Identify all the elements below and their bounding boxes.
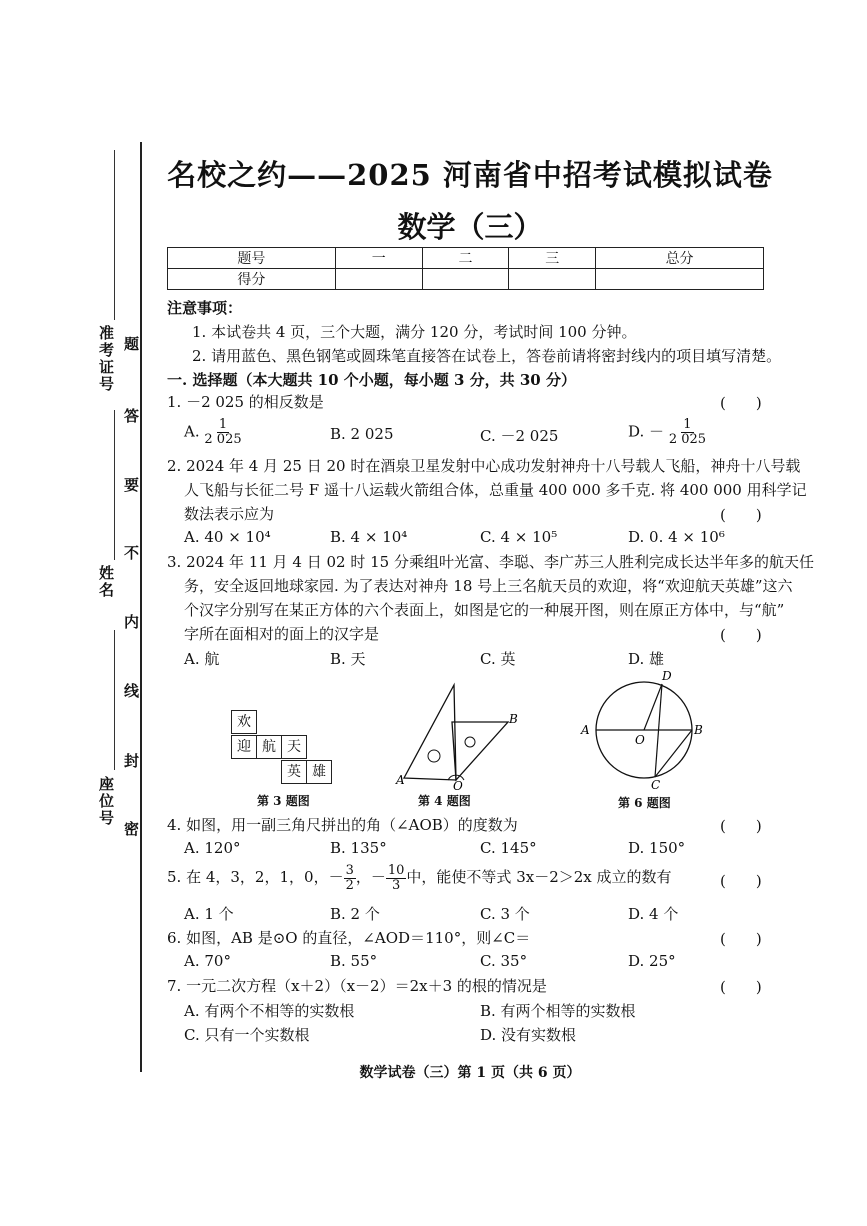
net-cell: 雄: [306, 760, 332, 784]
answer-paren[interactable]: ( ): [720, 872, 762, 890]
option-b[interactable]: B. 有两个相等的实数根: [480, 1002, 636, 1020]
option-d[interactable]: D. 0. 4 × 10⁶: [628, 528, 725, 546]
fraction-denominator: 2 025: [204, 432, 242, 447]
option-d[interactable]: D. 雄: [628, 650, 665, 668]
option-b[interactable]: B. 天: [330, 650, 366, 668]
option-a[interactable]: A. 1 个: [184, 905, 234, 923]
fraction-numerator: 1: [218, 417, 228, 432]
option-a[interactable]: A. 有两个不相等的实数根: [184, 1002, 355, 1020]
exam-number-label: 准考证号: [97, 325, 115, 393]
question-line: 人飞船与长征二号 F 遥十八运载火箭组合体，总重量 400 000 多千克. 将 400 000 用科学记: [184, 481, 807, 499]
name-rule: [114, 410, 115, 560]
option-a[interactable]: A. 航: [184, 650, 220, 668]
seal-char: 不: [124, 544, 140, 562]
option-c[interactable]: C. 英: [480, 650, 516, 668]
question-line: 务，安全返回地球家园. 为了表达对神舟 18 号上三名航天员的欢迎，将“欢迎航天英雄”这六: [184, 577, 793, 595]
score-table-score-row: [168, 269, 764, 290]
score-cell: 三: [509, 248, 596, 269]
net-cell: 航: [256, 735, 282, 759]
option-a[interactable]: [184, 418, 242, 447]
figure-4-triangles: [390, 680, 520, 790]
question-stem: [167, 862, 672, 893]
answer-paren[interactable]: ( ): [720, 394, 762, 412]
exam-number-rule: [114, 150, 115, 320]
page-footer: 数学试卷（三）第 1 页（共 6 页）: [359, 1065, 581, 1081]
option-c[interactable]: C. －2 025: [480, 427, 559, 445]
fraction: [669, 418, 706, 447]
option-prefix: D. －: [628, 422, 665, 441]
seal-char: 密: [124, 820, 140, 838]
question-line: 个汉字分别写在某正方体的六个表面上，如图是它的一种展开图，则在原正方体中，与“航”: [184, 601, 785, 619]
name-label: 姓名: [97, 565, 115, 599]
question-stem: 6. 如图，AB 是⊙O 的直径，∠AOD＝110°，则∠C＝: [167, 929, 531, 947]
answer-paren[interactable]: ( ): [720, 506, 762, 524]
fraction-numerator: 1: [683, 417, 692, 432]
figure-caption: 第 4 题图: [418, 794, 471, 808]
option-d[interactable]: [628, 418, 706, 447]
net-cell: 英: [281, 760, 307, 784]
triangle-ruler-30-60: [404, 685, 456, 780]
option-b[interactable]: B. 2 个: [330, 905, 380, 923]
option-d[interactable]: D. 4 个: [628, 905, 679, 923]
answer-paren[interactable]: ( ): [720, 626, 762, 644]
fraction-denominator: 3: [392, 877, 401, 893]
score-cell: 二: [422, 248, 509, 269]
section-heading: 一. 选择题（本大题共 10 个小题，每小题 3 分，共 30 分）: [167, 371, 576, 389]
seal-char: 要: [124, 476, 140, 494]
option-c[interactable]: C. 35°: [480, 952, 528, 970]
score-cell: 得分: [168, 269, 336, 290]
option-prefix: A.: [184, 422, 200, 441]
option-c[interactable]: C. 145°: [480, 839, 537, 857]
option-d[interactable]: D. 150°: [628, 839, 686, 857]
point-label: B: [694, 723, 703, 737]
option-c[interactable]: C. 只有一个实数根: [184, 1026, 310, 1044]
fraction: [204, 418, 241, 447]
score-cell: 题号: [168, 248, 336, 269]
notes-heading: 注意事项：: [167, 299, 243, 317]
score-input-cell[interactable]: [422, 269, 509, 290]
note-item: 1. 本试卷共 4 页，三个大题，满分 120 分，考试时间 100 分钟。: [192, 323, 637, 341]
score-cell: 总分: [596, 248, 764, 269]
question-line: 3. 2024 年 11 月 4 日 02 时 15 分乘组叶光富、李聪、李广苏三人胜利完成长达半年多的航天任: [167, 553, 814, 571]
score-table: [167, 247, 764, 290]
option-d[interactable]: D. 没有实数根: [480, 1026, 577, 1044]
stem-text: 5. 在 4，3，2，1，0，－: [167, 868, 344, 886]
seal-char: 封: [124, 752, 140, 770]
fraction: [344, 864, 356, 893]
question-line: 字所在面相对的面上的汉字是: [184, 625, 380, 643]
point-label: O: [635, 733, 645, 747]
figure-6-circle: [576, 668, 712, 790]
question-line: 2. 2024 年 4 月 25 日 20 时在酒泉卫星发射中心成功发射神舟十八号载人飞船，神舟十八号载: [167, 457, 801, 475]
option-a[interactable]: A. 70°: [184, 952, 231, 970]
answer-paren[interactable]: ( ): [720, 817, 762, 835]
fraction: [386, 864, 407, 893]
option-a[interactable]: A. 40 × 10⁴: [184, 528, 271, 546]
exam-subtitle: 数学（三）: [397, 210, 543, 244]
fraction-numerator: 3: [345, 862, 354, 878]
point-label: C: [651, 778, 661, 790]
answer-paren[interactable]: ( ): [720, 978, 762, 996]
score-table-header-row: [168, 248, 764, 269]
triangle-ruler-45: [452, 722, 508, 780]
exam-title: 名校之约——2025 河南省中招考试模拟试卷: [167, 158, 773, 192]
fraction-denominator: 2: [345, 877, 354, 893]
ruler-hole: [465, 737, 475, 747]
net-cell: 天: [281, 735, 307, 759]
question-stem: 4. 如图，用一副三角尺拼出的角（∠AOB）的度数为: [167, 816, 518, 834]
score-input-cell[interactable]: [509, 269, 596, 290]
question-line: 数法表示应为: [184, 505, 275, 523]
seat-number-rule: [114, 630, 115, 770]
note-item: 2. 请用蓝色、黑色钢笔或圆珠笔直接答在试卷上，答卷前请将密封线内的项目填写清楚。: [192, 347, 782, 365]
net-cell: 欢: [231, 710, 257, 734]
fraction-numerator: 10: [387, 862, 405, 878]
seal-char: 线: [124, 682, 140, 700]
seal-char: 内: [124, 613, 140, 631]
fraction-denominator: 2 025: [668, 432, 707, 447]
question-stem: 7. 一元二次方程（x＋2）（x－2）＝2x＋3 的根的情况是: [167, 977, 547, 995]
answer-paren[interactable]: ( ): [720, 930, 762, 948]
score-cell: 一: [335, 248, 422, 269]
stem-text: ，－: [355, 868, 386, 886]
option-c[interactable]: C. 4 × 10⁵: [480, 528, 558, 546]
option-a[interactable]: A. 120°: [184, 839, 241, 857]
point-label: B: [509, 712, 518, 726]
ruler-hole: [428, 750, 440, 762]
seal-char: 题: [124, 335, 140, 353]
stem-text: 中，能使不等式 3x－2＞2x 成立的数有: [406, 868, 672, 886]
point-label: O: [453, 779, 463, 790]
question-stem: 1. －2 025 的相反数是: [167, 393, 324, 411]
option-b[interactable]: B. 55°: [330, 952, 378, 970]
score-input-cell[interactable]: [335, 269, 422, 290]
score-input-cell[interactable]: [596, 269, 764, 290]
figure-caption: 第 3 题图: [257, 794, 310, 808]
option-c[interactable]: C. 3 个: [480, 905, 530, 923]
net-cell: 迎: [231, 735, 257, 759]
point-label: A: [396, 773, 405, 787]
figure-caption: 第 6 题图: [618, 796, 671, 810]
point-label: D: [662, 669, 672, 683]
point-label: A: [581, 723, 590, 737]
seat-number-label: 座位号: [97, 776, 115, 827]
option-b[interactable]: B. 4 × 10⁴: [330, 528, 408, 546]
binding-line: [140, 142, 142, 1072]
option-d[interactable]: D. 25°: [628, 952, 676, 970]
option-b[interactable]: B. 2 025: [330, 425, 394, 443]
option-b[interactable]: B. 135°: [330, 839, 387, 857]
seal-char: 答: [124, 407, 140, 425]
